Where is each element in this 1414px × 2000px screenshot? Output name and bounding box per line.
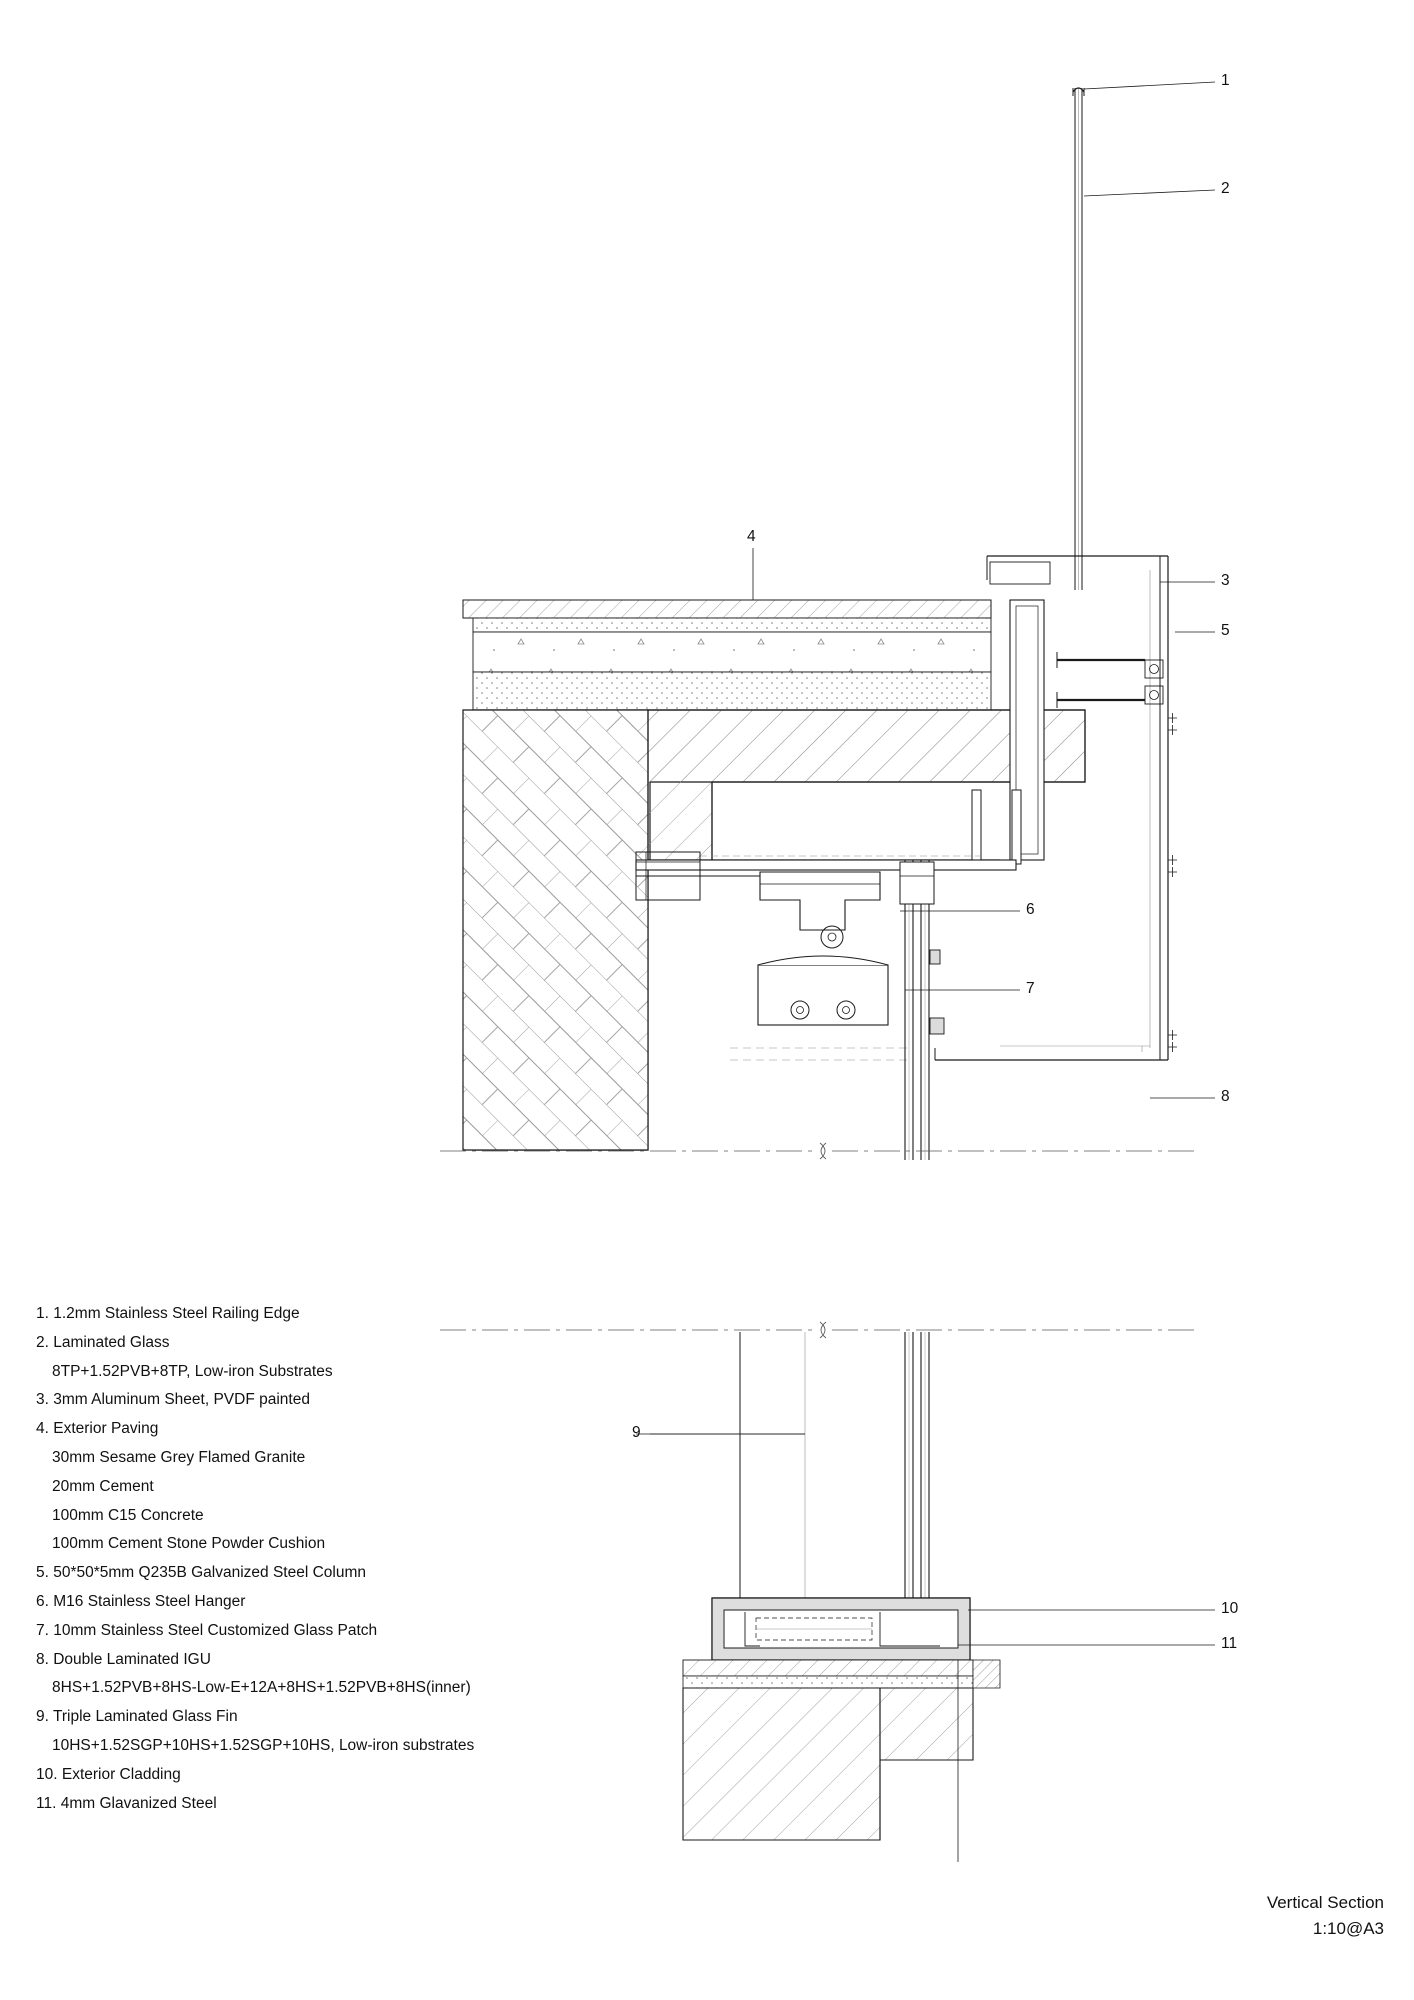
- legend-item: 100mm Cement Stone Powder Cushion: [52, 1535, 326, 1553]
- callout-8: 8: [1221, 1088, 1230, 1105]
- legend-item: 8. Double Laminated IGU: [36, 1650, 211, 1668]
- callout-3: 3: [1221, 572, 1230, 589]
- callout-4: 4: [747, 528, 756, 545]
- concrete-structure: [463, 710, 1085, 1150]
- legend-item: 4. Exterior Paving: [36, 1420, 159, 1438]
- materials-legend: [36, 1300, 576, 1818]
- legend-item: 7. 10mm Stainless Steel Customized Glass Patch: [36, 1621, 378, 1639]
- legend-item: 10. Exterior Cladding: [36, 1765, 181, 1783]
- leader-lines-upper: [753, 82, 1215, 1098]
- legend-item: 1. 1.2mm Stainless Steel Railing Edge: [36, 1305, 300, 1322]
- igu-lower: [905, 1332, 929, 1600]
- sill-plinth: [712, 1598, 970, 1660]
- legend-item: 8TP+1.52PVB+8TP, Low-iron Substrates: [52, 1362, 333, 1380]
- stainless-steel-glass-patch: [730, 926, 912, 1060]
- laminated-glass-balustrade: [1073, 88, 1084, 590]
- triple-laminated-glass-fin: [636, 1332, 805, 1610]
- legend-item: 6. M16 Stainless Steel Hanger: [36, 1592, 246, 1610]
- callout-10: 10: [1221, 1600, 1239, 1617]
- exterior-paving-buildup: [463, 600, 991, 710]
- double-laminated-igu: [900, 860, 944, 1160]
- title-block: [1267, 1890, 1384, 1942]
- drawing-title: Vertical Section: [1266, 1893, 1384, 1912]
- lower-ground-buildup: [683, 1660, 1000, 1862]
- callout-6: 6: [1026, 901, 1035, 918]
- legend-item: 9. Triple Laminated Glass Fin: [36, 1708, 238, 1726]
- callout-5: 5: [1221, 622, 1230, 639]
- legend-item: 30mm Sesame Grey Flamed Granite: [52, 1448, 306, 1466]
- legend-item: 3. 3mm Aluminum Sheet, PVDF painted: [36, 1391, 310, 1409]
- drawing-scale: 1:10@A3: [1312, 1919, 1384, 1938]
- legend-item: 10HS+1.52SGP+10HS+1.52SGP+10HS, Low-iron substrates: [52, 1736, 475, 1754]
- callout-9: 9: [632, 1424, 641, 1441]
- legend-item: 11. 4mm Glavanized Steel: [36, 1794, 217, 1812]
- callout-2: 2: [1221, 180, 1230, 197]
- galvanized-steel-column: [1010, 600, 1177, 1052]
- callout-11: 11: [1221, 1635, 1238, 1652]
- callout-7: 7: [1026, 980, 1035, 997]
- legend-item: 2. Laminated Glass: [36, 1333, 170, 1351]
- legend-item: 8HS+1.52PVB+8HS-Low-E+12A+8HS+1.52PVB+8HS(inner): [52, 1679, 471, 1697]
- legend-item: 20mm Cement: [52, 1477, 154, 1495]
- callout-1: 1: [1221, 72, 1230, 89]
- legend-item: 5. 50*50*5mm Q235B Galvanized Steel Column: [36, 1564, 366, 1582]
- legend-item: 100mm C15 Concrete: [52, 1506, 204, 1524]
